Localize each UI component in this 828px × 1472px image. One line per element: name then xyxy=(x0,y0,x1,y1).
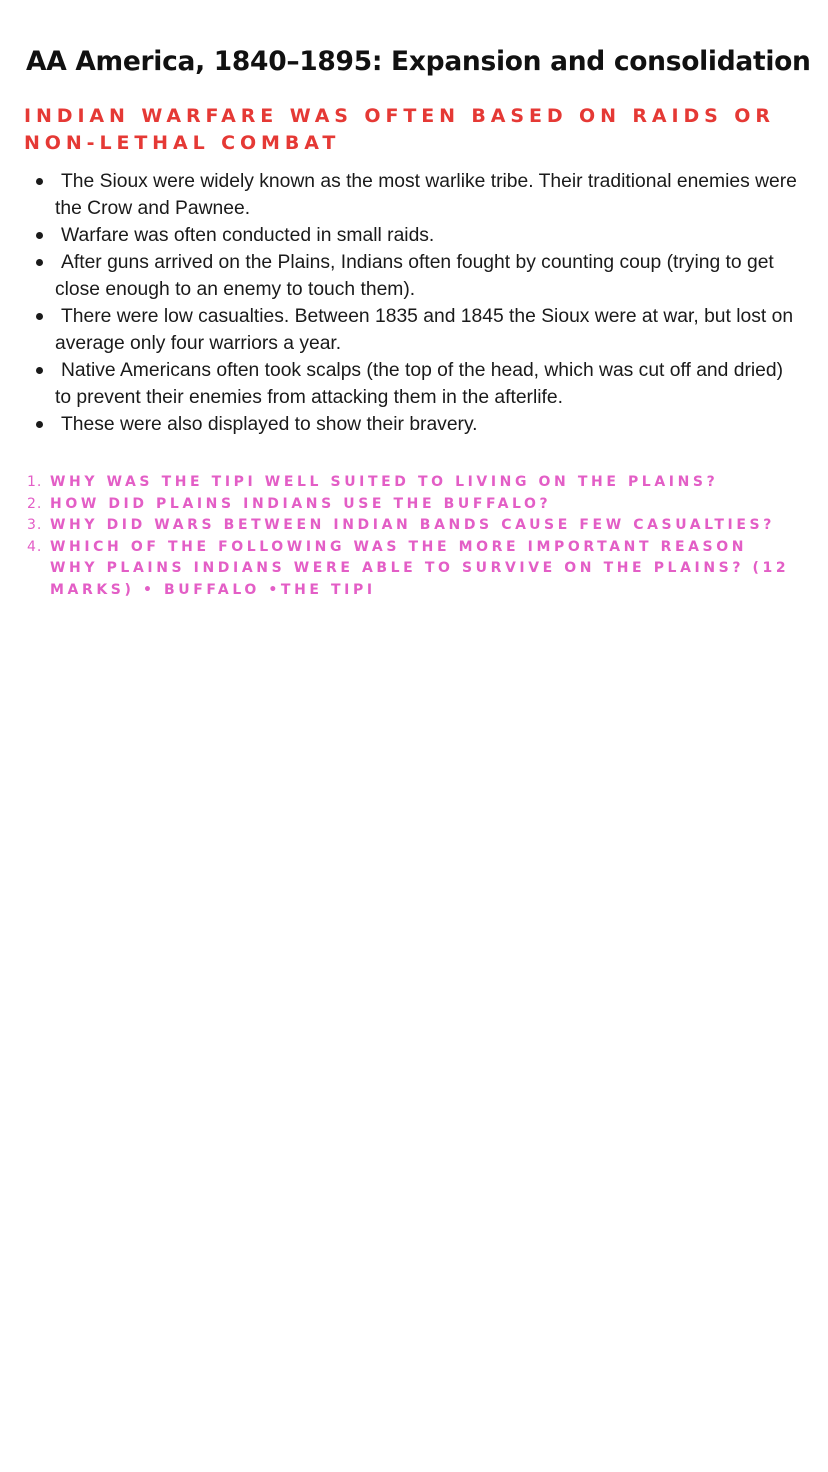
bullet-text: These were also displayed to show their bravery. xyxy=(61,414,478,435)
bullet-text: After guns arrived on the Plains, Indians often fought by counting coup (trying to get close enough to an enemy to touch them). xyxy=(55,252,774,300)
bullet-dot-icon xyxy=(36,313,43,320)
question-number: 1. xyxy=(27,474,43,490)
bullet-dot-icon xyxy=(36,232,43,239)
section-heading: INDIAN WARFARE WAS OFTEN BASED ON RAIDS OR NON-LETHAL COMBAT xyxy=(24,105,775,154)
bullet-item xyxy=(32,168,802,222)
question-item xyxy=(27,472,797,494)
question-item xyxy=(27,537,797,602)
question-text: WHY WAS THE TIPI WELL SUITED TO LIVING ON THE PLAINS? xyxy=(50,474,719,490)
question-text: WHICH OF THE FOLLOWING WAS THE MORE IMPORTANT REASON WHY PLAINS INDIANS WERE ABLE TO SURVIVE ON THE PLAINS? (12 MARKS) • BUFFALO •THE TIPI xyxy=(50,538,790,598)
bullet-item xyxy=(32,222,802,249)
question-list xyxy=(27,472,797,602)
bullet-dot-icon xyxy=(36,259,43,266)
question-text: HOW DID PLAINS INDIANS USE THE BUFFALO? xyxy=(50,495,552,512)
page-title: AA America, 1840–1895: Expansion and consolidation xyxy=(26,46,811,77)
bullet-dot-icon xyxy=(36,421,43,428)
bullet-item xyxy=(32,411,802,438)
question-number: 4. xyxy=(27,538,43,555)
question-item xyxy=(27,515,797,537)
bullet-dot-icon xyxy=(36,178,43,185)
question-number: 2. xyxy=(27,495,43,512)
bullet-dot-icon xyxy=(36,367,43,374)
question-text: WHY DID WARS BETWEEN INDIAN BANDS CAUSE FEW CASUALTIES? xyxy=(50,517,775,534)
bullet-text: Native Americans often took scalps (the top of the head, which was cut off and dried) to prevent their enemies from attacking them in the afterlife. xyxy=(55,360,784,408)
question-item xyxy=(27,494,797,516)
bullet-item xyxy=(32,249,802,303)
bullet-list xyxy=(32,168,802,438)
bullet-item xyxy=(32,303,802,357)
question-number: 3. xyxy=(27,517,43,534)
bullet-item xyxy=(32,357,802,411)
bullet-text: Warfare was often conducted in small raids. xyxy=(61,225,435,246)
bullet-text: The Sioux were widely known as the most warlike tribe. Their traditional enemies were the Crow and Pawnee. xyxy=(55,171,797,219)
bullet-text: There were low casualties. Between 1835 and 1845 the Sioux were at war, but lost on average only four warriors a year. xyxy=(55,306,794,354)
